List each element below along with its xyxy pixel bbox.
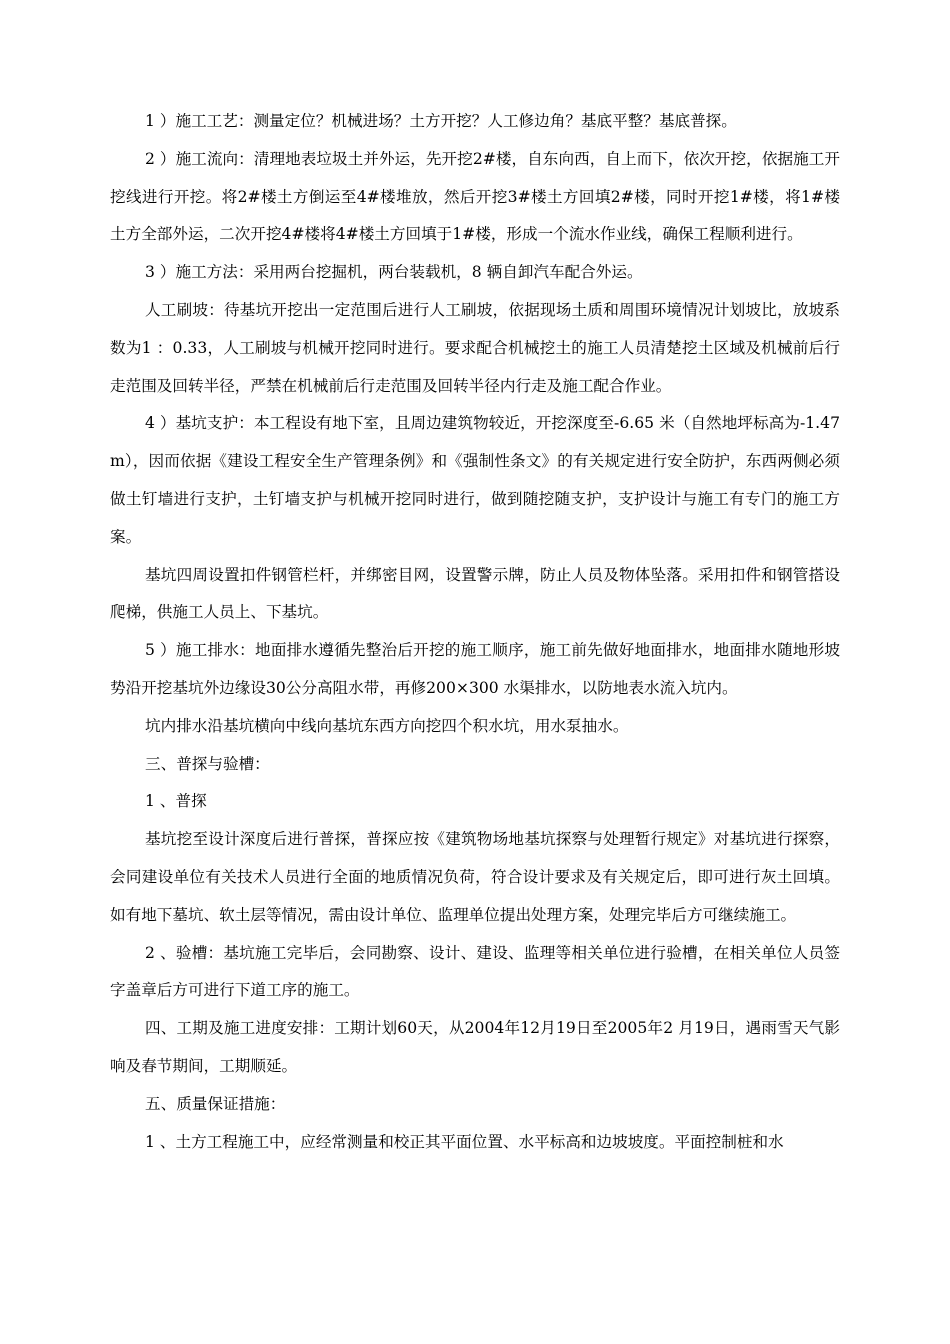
paragraph-trench-inspection: 2 、验槽：基坑施工完毕后，会同勘察、设计、建设、监理等相关单位进行验槽，在相关单位人员签字盖章后方可进行下道工序的施工。 <box>110 943 840 1000</box>
paragraph-construction-method: 3 ）施工方法：采用两台挖掘机，两台装载机，8 辆自卸汽车配合外运。 <box>145 263 643 282</box>
paragraph-construction-flow: 2 ）施工流向：清理地表垃圾土并外运，先开挖2#楼，自东向西，自上而下，依次开挖，依据施工开挖线进行开挖。将2#楼土方倒运至4#楼堆放，然后开挖3#楼土方回填2#楼，同时开挖1#楼，将1#楼土方全部外运，二次开挖4#楼将4#楼土方回填于1#楼，形成一个流水作业线，确保工程顺利进行。 <box>110 149 840 244</box>
paragraph-construction-process: 1 ）施工工艺：测量定位？机械进场？土方开挖？人工修边角？基底平整？基底普探。 <box>145 112 737 130</box>
paragraph-schedule: 四、工期及施工进度安排：工期计划60天，从2004年12月19日至2005年2 月19日，遇雨雪天气影响及春节期间，工期顺延。 <box>110 1019 840 1075</box>
paragraph-manual-slope: 人工刷坡：待基坑开挖出一定范围后进行人工刷坡，依据现场土质和周围环境情况计划坡比，放坡系数为1 ：0.33，人工刷坡与机械开挖同时进行。要求配合机械挖土的施工人员清楚挖土区域及机械前后行走范围及回转半径，严禁在机械前后行走范围及回转半径内行走及施工配合作业。 <box>110 300 840 395</box>
paragraph-pit-support: 4 ）基坑支护：本工程设有地下室，且周边建筑物较近，开挖深度至-6.65 米（自然地坪标高为-1.47m），因而依据《建设工程安全生产管理条例》和《强制性条文》的有关规定进行安全防护，东西两侧必须做土钉墙进行支护，土钉墙支护与机械开挖同时进行，做到随挖随支护，支护设计与施工有专门的施工方案。 <box>110 414 840 546</box>
subheading-general-probe: 1 、普探 <box>145 792 207 811</box>
section-heading-quality: 五、质量保证措施： <box>145 1094 286 1113</box>
paragraph-pit-railing: 基坑四周设置扣件钢管栏杆，并绑密目网，设置警示牌，防止人员及物体坠落。采用扣件和钢管搭设爬梯，供施工人员上、下基坑。 <box>110 565 840 622</box>
paragraph-drainage: 5 ）施工排水：地面排水遵循先整治后开挖的施工顺序，施工前先做好地面排水，地面排水随地形坡势沿开挖基坑外边缘设30公分高阻水带，再修200×300 水渠排水，以防地表水流入坑内。 <box>110 641 840 697</box>
paragraph-pit-drainage: 坑内排水沿基坑横向中线向基坑东西方向挖四个积水坑，用水泵抽水。 <box>145 716 629 735</box>
section-heading-inspection: 三、普探与验槽： <box>145 754 270 773</box>
document-page <box>110 103 840 1161</box>
paragraph-general-probe: 基坑挖至设计深度后进行普探，普探应按《建筑物场地基坑探察与处理暂行规定》对基坑进行探察，会同建设单位有关技术人员进行全面的地质情况负荷，符合设计要求及有关规定后，即可进行灰土回填。如有地下墓坑、软土层等情况，需由设计单位、监理单位提出处理方案，处理完毕后方可继续施工。 <box>110 830 840 924</box>
paragraph-quality-measure: 1 、土方工程施工中，应经常测量和校正其平面位置、水平标高和边坡坡度。平面控制桩和水 <box>145 1132 784 1151</box>
